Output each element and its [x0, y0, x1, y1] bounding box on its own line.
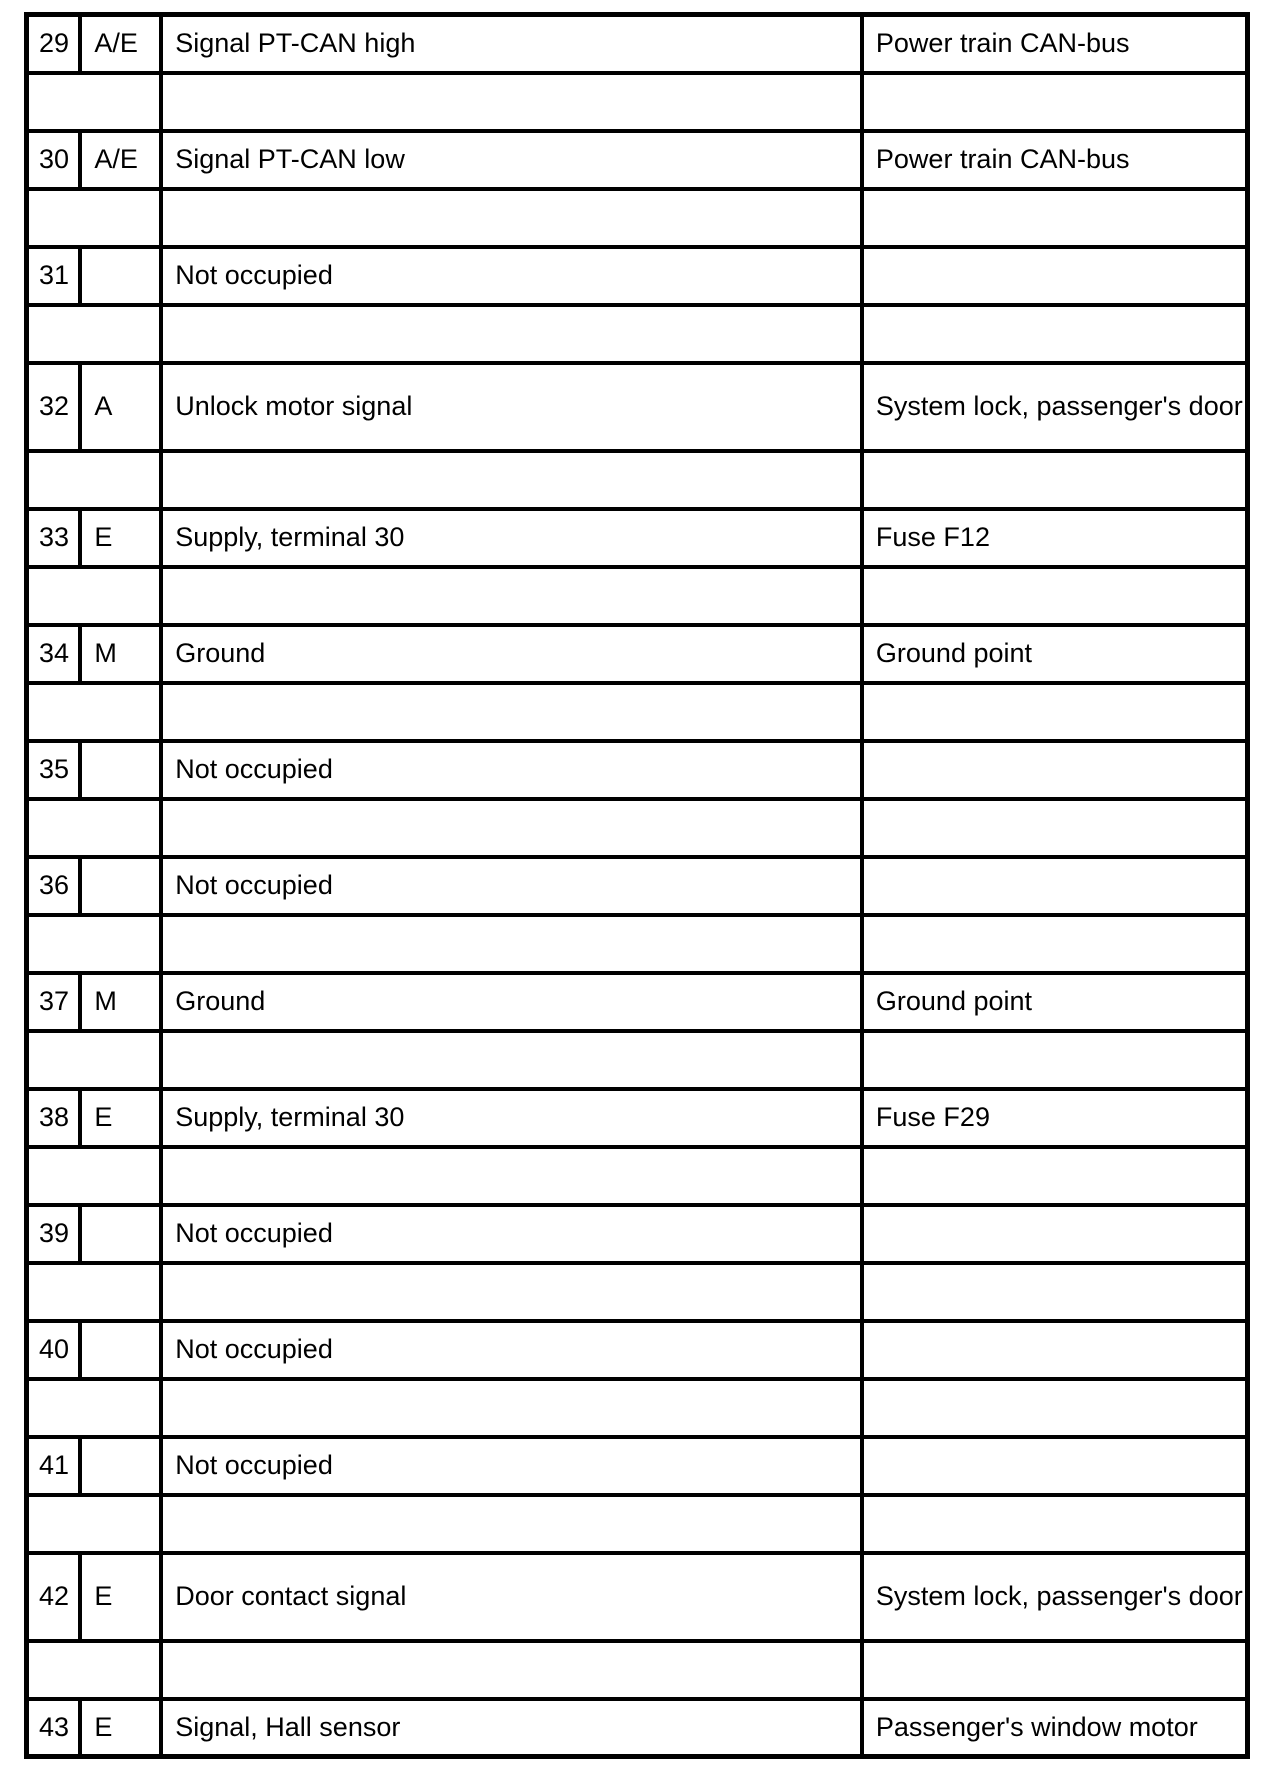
- pin-connection: Power train CAN-bus: [862, 15, 1248, 73]
- pin-connection: Ground point: [862, 625, 1248, 683]
- pin-connection: Fuse F29: [862, 1089, 1248, 1147]
- pin-connection: [862, 1205, 1248, 1263]
- table-row: [27, 625, 1248, 683]
- table-row: [27, 131, 1248, 189]
- pin-number: 36: [27, 857, 81, 915]
- table-row: [27, 1321, 1248, 1379]
- table-row: [27, 1437, 1248, 1495]
- spacer-row: [27, 915, 1248, 973]
- pin-number: 29: [27, 15, 81, 73]
- table-row: [27, 247, 1248, 305]
- pin-number: 43: [27, 1699, 81, 1757]
- pin-description: Not occupied: [161, 857, 862, 915]
- pin-type: [80, 741, 161, 799]
- pin-number: 39: [27, 1205, 81, 1263]
- pin-description: Not occupied: [161, 1205, 862, 1263]
- pin-type: E: [80, 509, 161, 567]
- pin-description: Signal PT-CAN high: [161, 15, 862, 73]
- pin-type: M: [80, 625, 161, 683]
- pin-type: [80, 1205, 161, 1263]
- spacer-row: [27, 1263, 1248, 1321]
- pin-description: Unlock motor signal: [161, 363, 862, 451]
- spacer-row: [27, 305, 1248, 363]
- spacer-row: [27, 799, 1248, 857]
- pin-description: Supply, terminal 30: [161, 1089, 862, 1147]
- pin-description: Not occupied: [161, 247, 862, 305]
- spacer-row: [27, 567, 1248, 625]
- spacer-row: [27, 1495, 1248, 1553]
- table-row: [27, 1205, 1248, 1263]
- pin-number: 37: [27, 973, 81, 1031]
- pin-type: E: [80, 1699, 161, 1757]
- pin-description: Signal, Hall sensor: [161, 1699, 862, 1757]
- pin-type: E: [80, 1553, 161, 1641]
- table-row: [27, 509, 1248, 567]
- spacer-row: [27, 451, 1248, 509]
- spacer-row: [27, 189, 1248, 247]
- pin-type: A/E: [80, 15, 161, 73]
- pin-number: 32: [27, 363, 81, 451]
- spacer-row: [27, 1031, 1248, 1089]
- pin-assignment-table: [24, 12, 1250, 1759]
- pin-connection: Passenger's window motor: [862, 1699, 1248, 1757]
- pin-description: Not occupied: [161, 1437, 862, 1495]
- pin-connection: System lock, passenger's door: [862, 363, 1248, 451]
- pin-connection: [862, 741, 1248, 799]
- pin-description: Ground: [161, 625, 862, 683]
- pin-number: 41: [27, 1437, 81, 1495]
- spacer-row: [27, 1147, 1248, 1205]
- spacer-row: [27, 73, 1248, 131]
- pin-connection: [862, 857, 1248, 915]
- pin-number: 35: [27, 741, 81, 799]
- pin-description: Supply, terminal 30: [161, 509, 862, 567]
- pin-type: A: [80, 363, 161, 451]
- pin-connection: [862, 247, 1248, 305]
- pin-description: Door contact signal: [161, 1553, 862, 1641]
- table-row: [27, 363, 1248, 451]
- pin-connection: System lock, passenger's door: [862, 1553, 1248, 1641]
- pin-connection: [862, 1321, 1248, 1379]
- spacer-row: [27, 1379, 1248, 1437]
- pin-description: Signal PT-CAN low: [161, 131, 862, 189]
- table-row: [27, 15, 1248, 73]
- pin-number: 42: [27, 1553, 81, 1641]
- pin-type: E: [80, 1089, 161, 1147]
- pin-number: 33: [27, 509, 81, 567]
- table-row: [27, 973, 1248, 1031]
- table-row: [27, 1553, 1248, 1641]
- table-row: [27, 857, 1248, 915]
- pin-type: [80, 857, 161, 915]
- table-row: [27, 1089, 1248, 1147]
- pin-description: Not occupied: [161, 741, 862, 799]
- spacer-row: [27, 1641, 1248, 1699]
- pin-type: [80, 1321, 161, 1379]
- pin-description: Not occupied: [161, 1321, 862, 1379]
- pin-connection: [862, 1437, 1248, 1495]
- pin-description: Ground: [161, 973, 862, 1031]
- pin-number: 34: [27, 625, 81, 683]
- table-row: [27, 741, 1248, 799]
- pin-type: A/E: [80, 131, 161, 189]
- pin-number: 40: [27, 1321, 81, 1379]
- pin-number: 31: [27, 247, 81, 305]
- pin-connection: Ground point: [862, 973, 1248, 1031]
- pin-number: 38: [27, 1089, 81, 1147]
- pin-table-body: [27, 15, 1248, 1757]
- pin-connection: Power train CAN-bus: [862, 131, 1248, 189]
- pin-connection: Fuse F12: [862, 509, 1248, 567]
- pin-type: [80, 1437, 161, 1495]
- table-row: [27, 1699, 1248, 1757]
- pin-type: [80, 247, 161, 305]
- spacer-row: [27, 683, 1248, 741]
- pin-number: 30: [27, 131, 81, 189]
- pin-type: M: [80, 973, 161, 1031]
